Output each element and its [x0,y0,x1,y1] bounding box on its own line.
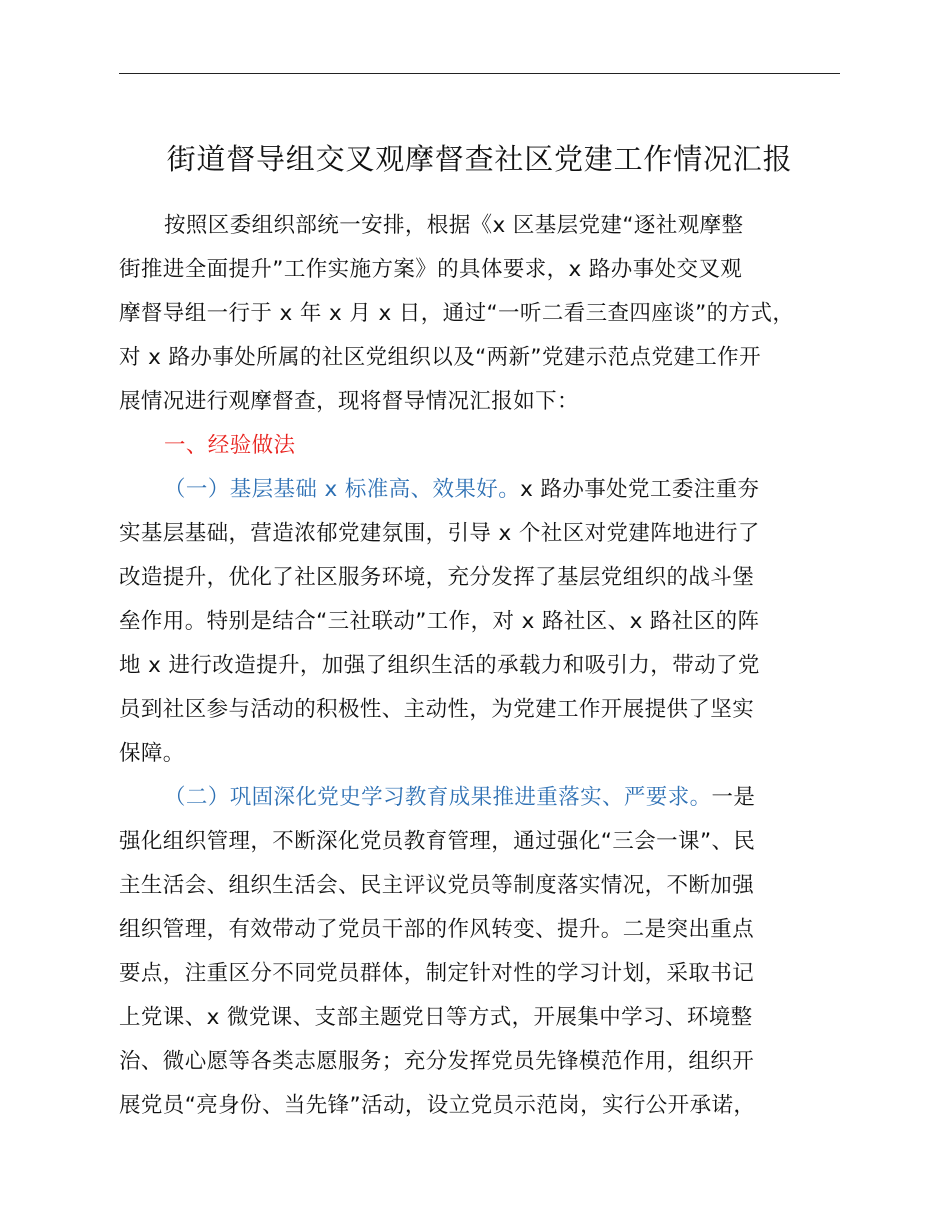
item1-line: 员到社区参与活动的积极性、主动性，为党建工作开展提供了坚实 [119,697,755,722]
section-heading: 一、经验做法 [164,433,296,458]
item2-line: 主生活会、组织生活会、民主评议党员等制度落实情况，不断加强 [119,873,755,898]
document-title: 街道督导组交叉观摩督查社区党建工作情况汇报 [166,142,793,176]
item1-first-line [119,468,849,512]
item1-line: 垒作用。特别是结合“三社联动”工作，对 x 路社区、x 路社区的阵 [119,609,760,634]
intro-line: 按照区委组织部统一安排，根据《x 区基层党建“逐社观摩整 [164,213,744,238]
item2-line: 上党课、x 微党课、支部主题党日等方式，开展集中学习、环境整 [119,1005,753,1030]
item1-line: 改造提升，优化了社区服务环境，充分发挥了基层党组织的战斗堡 [119,565,755,590]
intro-line: 摩督导组一行于 x 年 x 月 x 日，通过“一听二看三查四座谈”的方式， [119,301,795,326]
item1-first-line-text: x 路办事处党工委注重夯 [520,477,760,502]
item1-line: 保障。 [119,741,185,766]
header-rule [119,73,840,74]
item2-first-line-text: 一是 [711,785,756,810]
intro-line: 对 x 路办事处所属的社区党组织以及“两新”党建示范点党建工作开 [119,345,761,370]
document-body [119,204,849,1128]
item2-line: 展党员“亮身份、当先锋”活动，设立党员示范岗，实行公开承诺， [119,1093,756,1118]
item1-line: 实基层基础，营造浓郁党建氛围，引导 x 个社区对党建阵地进行了 [119,521,760,546]
item2-line: 组织管理，有效带动了党员干部的作风转变、提升。二是突出重点 [119,917,755,942]
item2-line: 要点，注重区分不同党员群体，制定针对性的学习计划，采取书记 [119,961,755,986]
item2-line: 治、微心愿等各类志愿服务；充分发挥党员先锋模范作用，组织开 [119,1049,755,1074]
item2-first-line [119,776,849,820]
intro-line: 展情况进行观摩督查，现将督导情况汇报如下： [119,389,579,414]
item1-line: 地 x 进行改造提升，加强了组织生活的承载力和吸引力，带动了党 [119,653,760,678]
intro-line: 街推进全面提升”工作实施方案》的具体要求，x 路办事处交叉观 [119,257,743,282]
item2-line: 强化组织管理，不断深化党员教育管理，通过强化“三会一课”、民 [119,829,756,854]
item2-heading: （二）巩固深化党史学习教育成果推进重落实、严要求。 [164,785,712,810]
item1-heading: （一）基层基础 x 标准高、效果好。 [164,477,521,502]
